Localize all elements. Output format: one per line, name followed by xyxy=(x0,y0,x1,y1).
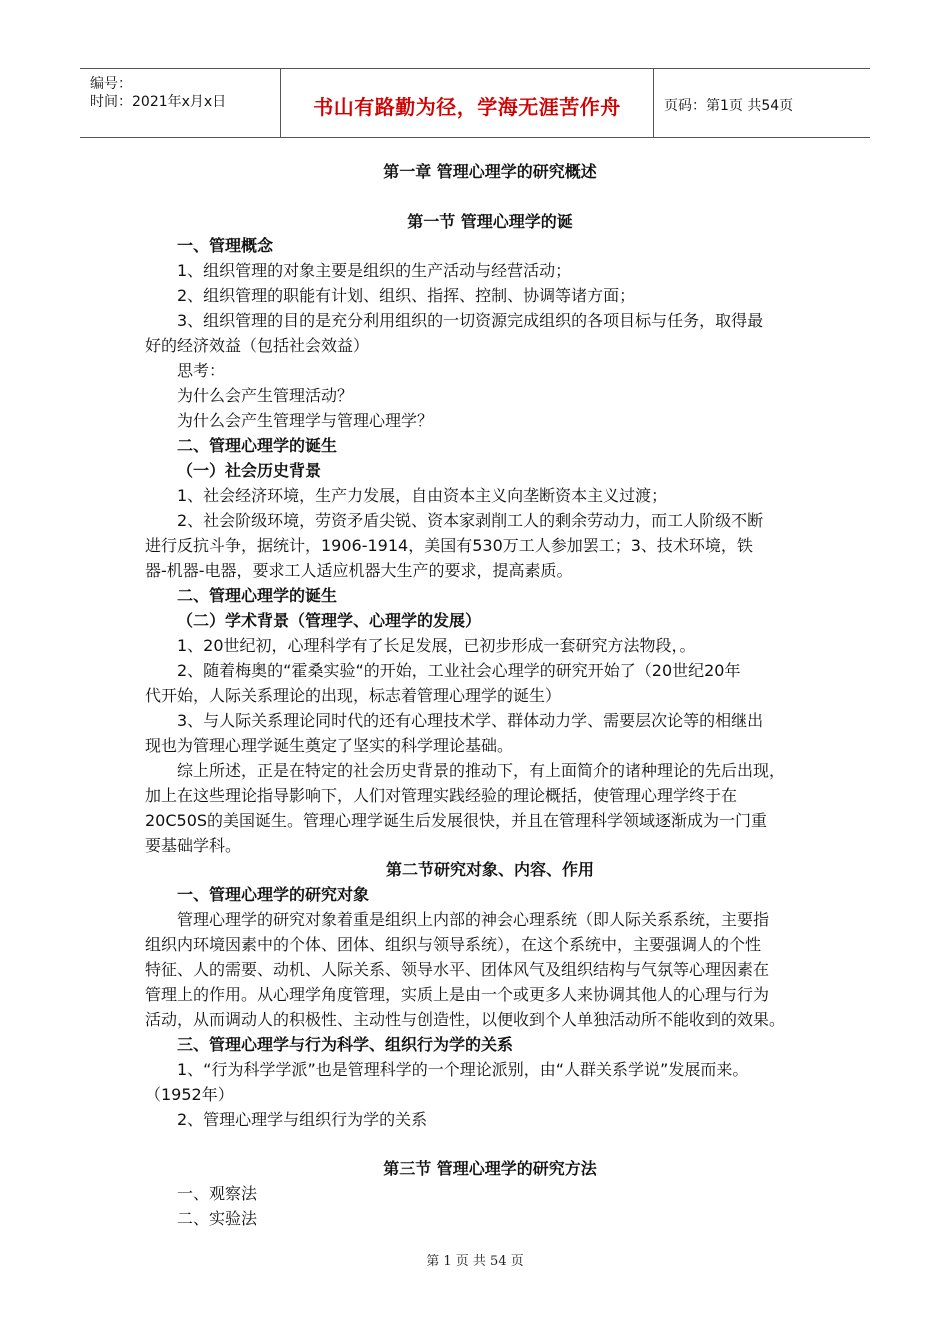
header-meta-cell xyxy=(80,69,281,137)
list-item: 二、实验法 xyxy=(177,1209,258,1228)
paragraph: 2、社会阶级环境，劳资矛盾尖锐、资本家剥削工人的剩余劳动力，而工人阶级不断 xyxy=(177,511,764,530)
document-date-label: 时间：2021年x月x日 xyxy=(90,94,227,110)
paragraph: 思考： xyxy=(177,361,226,380)
heading: 一、管理概念 xyxy=(177,236,274,255)
subheading: （一）社会历史背景 xyxy=(177,461,322,480)
heading: 一、管理心理学的研究对象 xyxy=(177,885,370,904)
paragraph: 为什么会产生管理学与管理心理学？ xyxy=(177,411,434,430)
section-1-title: 第一节 管理心理学的诞 xyxy=(407,212,573,231)
section-2-title: 第二节研究对象、内容、作用 xyxy=(385,860,594,879)
paragraph: 现也为管理心理学诞生奠定了坚实的科学理论基础。 xyxy=(145,736,514,755)
paragraph: 综上所述，正是在特定的社会历史背景的推动下，有上面简介的诸种理论的先后出现， xyxy=(177,761,786,780)
paragraph: 特征、人的需要、动机、人际关系、领导水平、团体风气及组织结构与气氛等心理因素在 xyxy=(145,960,770,979)
paragraph: 好的经济效益（包括社会效益） xyxy=(145,336,370,355)
paragraph: 2、管理心理学与组织行为学的关系 xyxy=(177,1110,428,1129)
paragraph: （1952年） xyxy=(145,1085,234,1104)
heading: 三、管理心理学与行为科学、组织行为学的关系 xyxy=(177,1035,514,1054)
heading: 二、管理心理学的诞生 xyxy=(177,436,338,455)
paragraph: 管理心理学的研究对象着重是组织上内部的神会心理系统（即人际关系系统，主要指 xyxy=(177,910,770,929)
paragraph: 管理上的作用。从心理学角度管理，实质上是由一个或更多人来协调其他人的心理与行为 xyxy=(145,985,770,1004)
paragraph: 2、组织管理的职能有计划、组织、指挥、控制、协调等诸方面； xyxy=(177,286,636,305)
section-3-title: 第三节 管理心理学的研究方法 xyxy=(383,1159,597,1178)
header-page-cell xyxy=(654,69,870,137)
header-motto: 书山有路勤为径，学海无涯苦作舟 xyxy=(313,95,621,119)
document-id-label: 编号： xyxy=(90,76,132,92)
subheading: （二）学术背景（管理学、心理学的发展） xyxy=(177,611,482,630)
paragraph: 进行反抗斗争，据统计，1906-1914，美国有530万工人参加罢工；3、技术环境，铁 xyxy=(145,536,753,555)
paragraph: 3、与人际关系理论同时代的还有心理技术学、群体动力学、需要层次论等的相继出 xyxy=(177,711,764,730)
chapter-title: 第一章 管理心理学的研究概述 xyxy=(383,162,597,181)
paragraph: 代开始，人际关系理论的出现，标志着管理心理学的诞生） xyxy=(145,686,562,705)
heading: 二、管理心理学的诞生 xyxy=(177,586,338,605)
header-page-label: 页码：第1页 共54页 xyxy=(664,98,794,114)
list-item: 一、观察法 xyxy=(177,1184,258,1203)
paragraph: 为什么会产生管理活动？ xyxy=(177,386,354,405)
page-footer: 第 1 页 共 54 页 xyxy=(426,1254,524,1269)
paragraph: 3、组织管理的目的是充分利用组织的一切资源完成组织的各项目标与任务，取得最 xyxy=(177,311,764,330)
paragraph: 活动，从而调动人的积极性、主动性与创造性，以便收到个人单独活动所不能收到的效果。 xyxy=(145,1010,786,1029)
paragraph: 1、社会经济环境，生产力发展，自由资本主义向垄断资本主义过渡； xyxy=(177,486,668,505)
paragraph: 2、随着梅奥的“霍桑实验“的开始，工业社会心理学的研究开始了（20世纪20年 xyxy=(177,661,741,680)
paragraph: 1、“行为科学学派”也是管理科学的一个理论派别，由“人群关系学说”发展而来。 xyxy=(177,1060,749,1079)
paragraph: 1、组织管理的对象主要是组织的生产活动与经营活动； xyxy=(177,261,572,280)
paragraph: 加上在这些理论指导影响下，人们对管理实践经验的理论概括，使管理心理学终于在 xyxy=(145,786,738,805)
paragraph: 组织内环境因素中的个体、团体、组织与领导系统），在这个系统中，主要强调人的个性 xyxy=(145,935,762,954)
paragraph: 1、20世纪初，心理科学有了长足发展，已初步形成一套研究方法物段，。 xyxy=(177,636,696,655)
document-header xyxy=(80,68,870,138)
header-motto-cell xyxy=(281,69,654,137)
paragraph: 器-机器-电器，要求工人适应机器大生产的要求，提高素质。 xyxy=(145,561,573,580)
paragraph: 20C50S的美国诞生。管理心理学诞生后发展很快，并且在管理科学领域逐渐成为一门重 xyxy=(145,811,768,830)
paragraph: 要基础学科。 xyxy=(145,836,242,855)
